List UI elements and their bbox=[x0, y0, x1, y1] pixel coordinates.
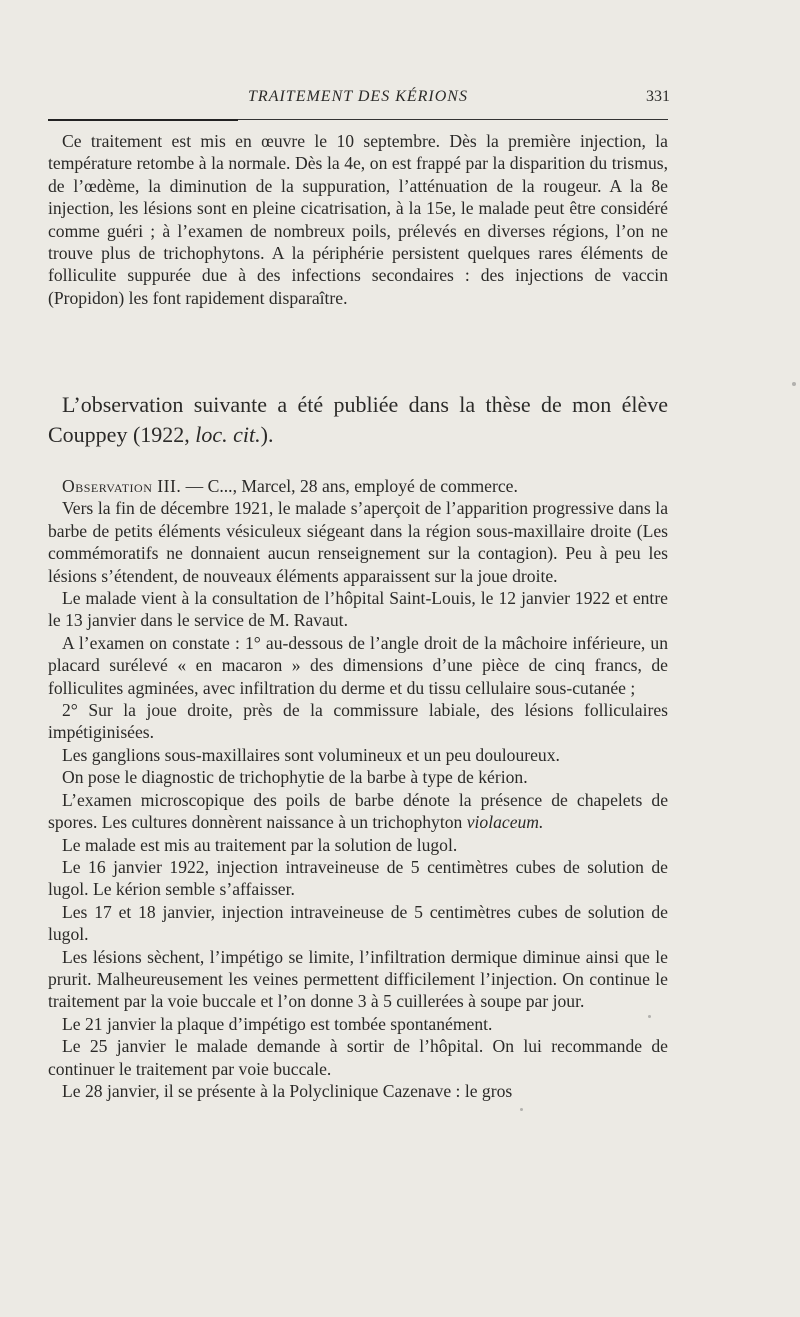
paragraph: Le 21 janvier la plaque d’impétigo est tombée spontanément. bbox=[62, 1013, 493, 1034]
paragraph: Le 16 janvier 1922, injection intraveineuse de 5 centimètres cubes de solution de lugol. Le kérion semble s’affaisser. bbox=[48, 856, 668, 900]
observation-label: Observation III. bbox=[62, 476, 182, 496]
paper-speck bbox=[792, 382, 796, 386]
header-rule-accent bbox=[48, 119, 238, 121]
observation-section bbox=[48, 475, 668, 1102]
observation-patient: C..., Marcel, 28 ans, employé de commerce. bbox=[207, 476, 518, 496]
page-number: 331 bbox=[646, 88, 670, 105]
paragraph: Les lésions sèchent, l’impétigo se limite, l’infiltration dermique diminue ainsi que le prurit. Malheureusement les veines permettent difficilement l’injection. On continue le traitement par la voie buccale et l’on donne 3 à 5 cuillerées à soupe par jour. bbox=[48, 946, 668, 1012]
culture-species: violaceum. bbox=[466, 812, 544, 833]
paragraph: Le malade est mis au traitement par la solution de lugol. bbox=[62, 834, 458, 855]
paragraph: Les 17 et 18 janvier, injection intraveineuse de 5 centimètres cubes de solution de lugol. bbox=[48, 901, 668, 945]
paragraph: Ce traitement est mis en œuvre le 10 septembre. Dès la première injection, la température retombe à la normale. Dès la 4e, on est frappé par la disparition du trismus, de l’œdème, la diminution de la suppuration, l’atténuation de la rougeur. A la 8e injection, les lésions sont en pleine cicatrisation, à la 15e, le malade peut être considéré comme guéri ; à l’examen de nombreux poils, prélevés en diverses régions, l’on ne trouve plus de trichophytons. A la périphérie persistent quelques rares éléments de folliculite suppurée due à des infections secondaires : des injections de vaccin (Propidon) les font rapidement disparaître. bbox=[48, 131, 668, 308]
intro-text: L’observation suivante a été publiée dans la thèse de mon élève Couppey (1922, bbox=[48, 392, 668, 447]
paper-speck bbox=[520, 1108, 523, 1111]
observation-intro bbox=[48, 390, 668, 450]
observation-dash: — bbox=[181, 476, 208, 496]
paragraph: Le 28 janvier, il se présente à la Polyclinique Cazenave : le gros bbox=[62, 1080, 513, 1101]
paragraph: On pose le diagnostic de trichophytie de la barbe à type de kérion. bbox=[62, 767, 528, 788]
paragraph: Les ganglions sous-maxillaires sont volumineux et un peu douloureux. bbox=[62, 744, 560, 765]
paragraph: Vers la fin de décembre 1921, le malade s’aperçoit de l’apparition progressive dans la barbe de petits éléments vésiculeux siégeant dans la région sous-maxillaire droite (Les commémoratifs ne donnaient aucun renseignement sur la contagion). Peu à peu les lésions s’étendent, de nouveaux éléments apparaissent sur la joue droite. bbox=[48, 498, 668, 586]
paragraph: Le malade vient à la consultation de l’hôpital Saint-Louis, le 12 janvier 1922 et entre le 13 janvier dans le service de M. Ravaut. bbox=[48, 588, 668, 631]
paragraph: A l’examen on constate : 1° au-dessous de l’angle droit de la mâchoire inférieure, un placard surélevé « en macaron » des dimensions d’une pièce de cinq francs, de folliculites agminées, avec infiltration du derme et du tissu cellulaire sous-cutanée ; bbox=[48, 632, 668, 698]
observation-heading bbox=[48, 475, 668, 497]
culture-paragraph bbox=[48, 789, 668, 834]
running-title: TRAITEMENT DES KÉRIONS bbox=[248, 88, 468, 105]
intro-citation: loc. cit. bbox=[195, 422, 261, 447]
paragraph: Le 25 janvier le malade demande à sortir de l’hôpital. On lui recommande de continuer le traitement par voie buccale. bbox=[48, 1036, 668, 1079]
intro-close: ). bbox=[260, 422, 274, 447]
intro-paragraph bbox=[48, 390, 668, 450]
running-head bbox=[48, 88, 668, 114]
culture-text: L’examen microscopique des poils de barbe dénote la présence de chapelets de spores. Les cultures donnèrent naissance à un trichophyton bbox=[48, 789, 668, 833]
paper-speck bbox=[648, 1015, 651, 1018]
paragraph: 2° Sur la joue droite, près de la commissure labiale, des lésions folliculaires impétiginisées. bbox=[48, 700, 668, 743]
treatment-paragraph bbox=[48, 130, 668, 309]
